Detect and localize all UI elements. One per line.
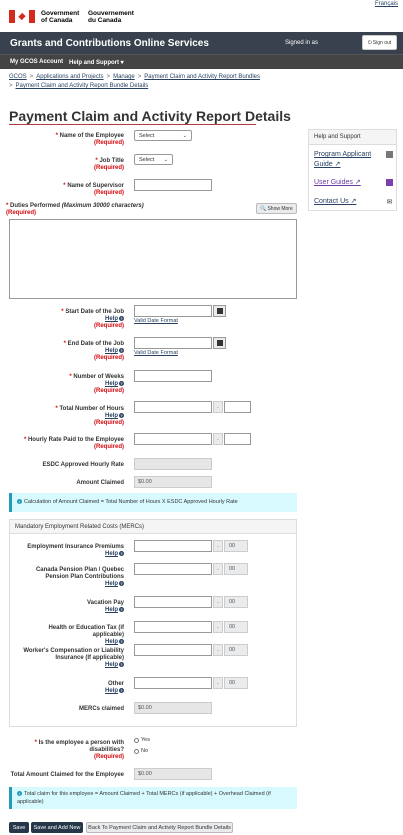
back-to-bundle-button[interactable]: Back To Payment Claim and Activity Report Bundle Details (86, 822, 233, 833)
other-label: Other Help ? (104, 681, 124, 695)
decimal-separator: . (213, 596, 223, 608)
power-icon: ⏻ (367, 39, 372, 46)
employee-name-select[interactable]: Select ⌄ (134, 130, 192, 141)
search-icon: 🔍 (260, 205, 267, 212)
breadcrumb-gcos[interactable]: GCOS (9, 74, 27, 80)
help-icon: ? (120, 316, 123, 321)
help-support-heading: Help and Support (309, 130, 396, 145)
health-tax-input[interactable] (134, 621, 212, 633)
signed-in-text: Signed in as (285, 40, 319, 46)
decimal-separator: . (213, 621, 223, 633)
end-date-label: * End Date of the Job Help ? (Required) (63, 341, 124, 362)
other-cents: 00 (224, 677, 248, 689)
ei-premiums-input[interactable] (134, 540, 212, 552)
mercs-heading: Mandatory Employment Related Costs (MERCs) (10, 520, 296, 534)
show-more-button[interactable]: 🔍 Show More (256, 203, 297, 214)
num-weeks-label: * Number of Weeks Help ? (Required) (69, 374, 124, 395)
end-date-input[interactable] (134, 337, 212, 349)
page-title: Payment Claim and Activity Report Details (9, 108, 291, 124)
external-link-icon: ↗ (354, 179, 361, 186)
vacation-pay-cents: 00 (224, 596, 248, 608)
amount-calculation-info: i Calculation of Amount Claimed = Total Number of Hours X ESDC Approved Hourly Rate (9, 493, 297, 512)
total-claim-info: i Total claim for this employee = Amount Claimed + Total MERCs (if applicable) + Overhead Claimed (if applicable) (9, 787, 297, 809)
vacation-pay-input[interactable] (134, 596, 212, 608)
hourly-rate-decimal-input[interactable] (224, 433, 251, 445)
chevron-down-icon: ⌄ (182, 132, 187, 139)
help-icon: ? (120, 607, 123, 612)
total-claimed-field: $0.00 (134, 768, 212, 780)
total-hours-label: * Total Number of Hours Help ? (Required) (55, 406, 124, 427)
calendar-icon[interactable] (213, 337, 226, 349)
amount-claimed-label: Amount Claimed (76, 480, 124, 486)
breadcrumb-bundles[interactable]: Payment Claim and Activity Report Bundles (144, 74, 261, 80)
disability-yes-radio[interactable]: Yes (134, 737, 150, 743)
job-title-label: * Job Title (Required) (94, 158, 124, 171)
decimal-separator: . (213, 644, 223, 656)
decimal-separator: . (213, 677, 223, 689)
job-title-select[interactable]: Select ⌄ (134, 154, 173, 165)
breadcrumb-manage[interactable]: Manage (113, 74, 135, 80)
info-icon: i (17, 791, 22, 796)
breadcrumb: GCOS > Applications and Projects > Manage > Payment Claim and Activity Report Bundles > Payment Claim and Activity Report Bundle Details (9, 74, 261, 89)
supervisor-input[interactable] (134, 179, 212, 191)
disability-label: * Is the employee a person with disabilities? (Required) (34, 740, 124, 760)
ei-premiums-cents: 00 (224, 540, 248, 552)
esdc-rate-label: ESDC Approved Hourly Rate (42, 462, 124, 468)
decimal-separator: . (213, 401, 223, 413)
decimal-separator: . (213, 563, 223, 575)
program-applicant-guide-link[interactable]: Program Applicant Guide ↗ (314, 151, 372, 168)
decimal-separator: . (213, 540, 223, 552)
amount-claimed-field: $0.00 (134, 476, 212, 488)
other-input[interactable] (134, 677, 212, 689)
gov-banner (0, 0, 403, 32)
ei-premiums-label: Employment Insurance Premiums Help ? (27, 544, 124, 558)
workers-comp-cents: 00 (224, 644, 248, 656)
workers-comp-input[interactable] (134, 644, 212, 656)
num-weeks-input[interactable] (134, 370, 212, 382)
gov-name-fr: Gouvernement du Canada (88, 10, 134, 24)
language-toggle-link[interactable]: Français (374, 1, 398, 7)
save-button[interactable]: Save (9, 822, 29, 833)
nav-my-gcos-account[interactable]: My GCOS Account (10, 59, 64, 65)
health-tax-cents: 00 (224, 621, 248, 633)
nav-help-support[interactable]: Help and Support ▾ (69, 60, 124, 66)
mercs-claimed-field: $0.00 (134, 702, 212, 714)
help-icon: ? (120, 348, 123, 353)
envelope-icon: ✉ (386, 199, 393, 206)
app-title: Grants and Contributions Online Services (10, 38, 209, 49)
help-icon: ? (120, 581, 123, 586)
start-date-label: * Start Date of the Job Help ? (Required) (61, 309, 124, 330)
document-icon (386, 151, 393, 158)
user-guides-link[interactable]: User Guides ↗ (314, 179, 361, 186)
cpp-cents: 00 (224, 563, 248, 575)
help-icon: ? (120, 551, 123, 556)
duties-textarea[interactable] (9, 219, 297, 299)
employee-name-label: * Name of the Employee (Required) (55, 133, 124, 146)
gov-name-en: Government of Canada (41, 10, 80, 24)
end-date-format-link[interactable]: Valid Date Format (134, 350, 178, 356)
title-rule (9, 124, 256, 125)
help-icon: ? (120, 413, 123, 418)
canada-flag-icon (9, 10, 35, 23)
help-icon: ? (120, 639, 123, 644)
total-hours-input[interactable] (134, 401, 212, 413)
total-claimed-label: Total Amount Claimed for the Employee (10, 772, 124, 778)
breadcrumb-applications[interactable]: Applications and Projects (36, 74, 104, 80)
esdc-rate-field (134, 458, 212, 470)
help-icon: ? (120, 688, 123, 693)
external-link-icon: ↗ (334, 161, 341, 168)
health-tax-label: Health or Education Tax (if applicable) Help ? (48, 625, 124, 646)
breadcrumb-bundle-details[interactable]: Payment Claim and Activity Report Bundle Details (15, 83, 149, 89)
start-date-input[interactable] (134, 305, 212, 317)
vacation-pay-label: Vacation Pay Help ? (86, 600, 124, 614)
help-icon: ? (120, 381, 123, 386)
help-support-panel (308, 129, 397, 211)
cpp-input[interactable] (134, 563, 212, 575)
hourly-rate-label: * Hourly Rate Paid to the Employee (Required) (23, 437, 124, 450)
contact-us-link[interactable]: Contact Us ↗ (314, 198, 357, 205)
sign-out-button[interactable]: ⏻ Sign out (362, 35, 397, 50)
total-hours-decimal-input[interactable] (224, 401, 251, 413)
hourly-rate-input[interactable] (134, 433, 212, 445)
cpp-label: Canada Pension Plan / Quebec Pension Plan Contributions Help ? (35, 567, 124, 588)
info-icon: i (17, 499, 22, 504)
main-nav (0, 54, 403, 69)
save-and-add-new-button[interactable]: Save and Add New (31, 822, 83, 833)
app-title-bar (0, 32, 403, 54)
book-icon (386, 179, 393, 186)
calendar-icon[interactable] (213, 305, 226, 317)
supervisor-label: * Name of Supervisor (Required) (63, 183, 124, 196)
disability-no-radio[interactable]: No (134, 748, 148, 754)
mercs-claimed-label: MERCs claimed (78, 706, 124, 712)
duties-label: * Duties Performed (Maximum 30000 characters) (Required) (6, 203, 144, 216)
external-link-icon: ↗ (350, 198, 357, 205)
decimal-separator: . (213, 433, 223, 445)
chevron-down-icon: ⌄ (163, 156, 168, 163)
start-date-format-link[interactable]: Valid Date Format (134, 318, 178, 324)
workers-comp-label: Worker's Compensation or Liability Insurance (If applicable) Help ? (23, 648, 124, 669)
help-icon: ? (120, 662, 123, 667)
